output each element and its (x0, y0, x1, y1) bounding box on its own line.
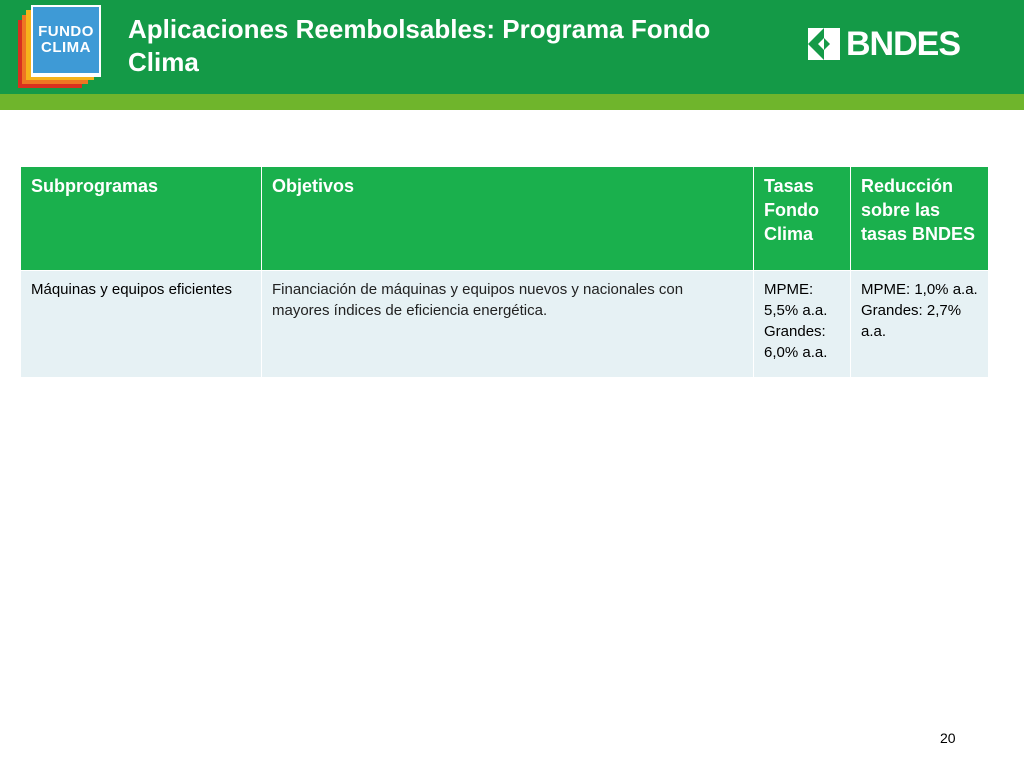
cell-reduccion (851, 271, 989, 378)
bndes-mark-icon (808, 28, 840, 60)
cell-objetivo: Financiación de máquinas y equipos nuevos y nacionales con mayores índices de eficiencia energética. (262, 271, 754, 378)
header-stripe (0, 94, 1024, 110)
table-row (21, 271, 989, 378)
subprogram-table (20, 166, 989, 378)
reduccion-line: MPME: 1,0% a.a. (861, 281, 978, 298)
cell-tasas (754, 271, 851, 378)
logo-text-line2: CLIMA (41, 39, 91, 56)
table-header-row (21, 167, 989, 271)
reduccion-line: Grandes: 2,7% a.a. (861, 302, 962, 340)
tasas-line: 5,5% a.a. (764, 302, 828, 319)
cell-subprograma: Máquinas y equipos eficientes (21, 271, 262, 378)
header-objetivos: Objetivos (262, 167, 754, 271)
logo-text-line1: FUNDO (38, 23, 94, 40)
header-subprogramas: Subprogramas (21, 167, 262, 271)
header-tasas: Tasas Fondo Clima (754, 167, 851, 271)
bndes-logo (808, 26, 960, 62)
header-reduccion: Reducción sobre las tasas BNDES (851, 167, 989, 271)
page-number: 20 (940, 730, 956, 746)
fundo-clima-logo (18, 4, 104, 90)
tasas-line: 6,0% a.a. (764, 344, 828, 361)
tasas-line: Grandes: (764, 323, 826, 340)
bndes-wordmark: BNDES (846, 24, 961, 63)
tasas-line: MPME: (764, 281, 814, 298)
page-title: Aplicaciones Reembolsables: Programa Fondo Clima (128, 14, 711, 77)
